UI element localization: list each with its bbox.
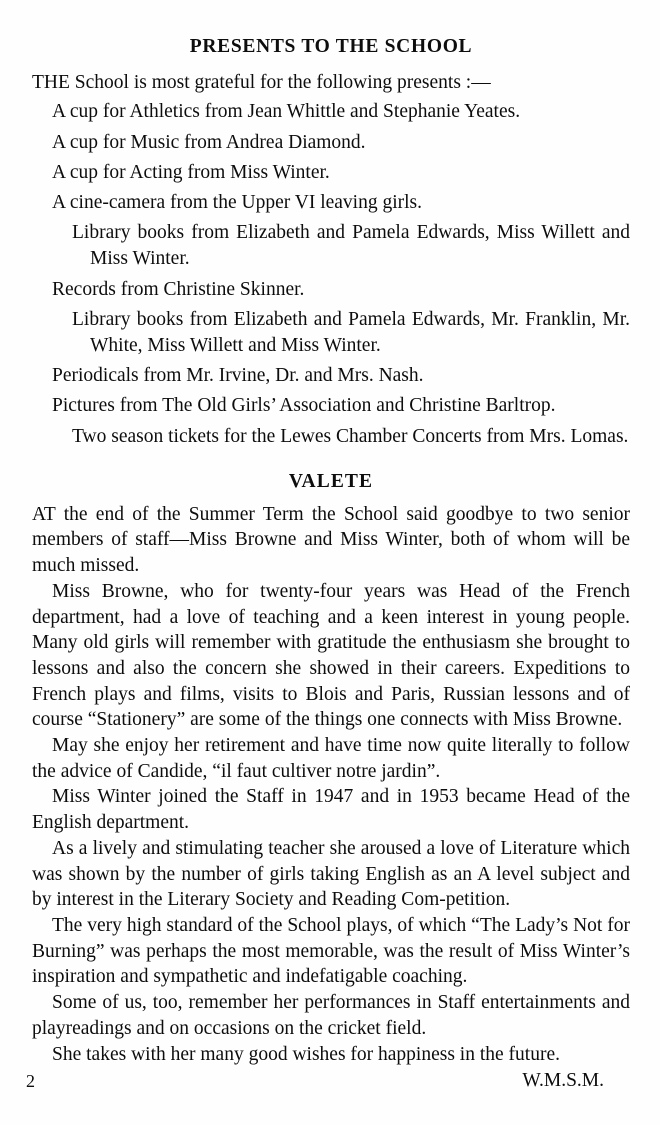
valete-paragraph-school-plays: The very high standard of the School plays, of which “The Lady’s Not for Burning” was perhaps the most memorable, was the result of Miss Winter’s inspiration and sympathetic and indefatigable coaching.	[32, 914, 630, 988]
presents-intro-text: THE School is most grateful for the following presents :—	[32, 72, 491, 94]
valete-paragraph-performances: Some of us, too, remember her performances in Staff entertainments and playreadings and on occasions on the cricket field.	[32, 992, 630, 1039]
list-item: Two season tickets for the Lewes Chamber Concerts from Mrs. Lomas.	[72, 425, 629, 447]
list-item: Library books from Elizabeth and Pamela Edwards, Miss Willett and Miss Winter.	[72, 222, 630, 270]
valete-paragraph-winter-joined: Miss Winter joined the Staff in 1947 and in 1953 became Head of the English department.	[32, 786, 630, 834]
valete-paragraph-browne: Miss Browne, who for twenty-four years was Head of the French department, had a love of teaching and a keen interest in young people. Many old girls will remember with gratitude the enthusiasm she brought to lessons and also the concern she showed in their careers. Expeditions to French plays and films, visits to Blois and Paris, Russian lessons and of course “Stationery” are some of the things one connects with Miss Browne.	[32, 580, 630, 731]
page-number: 2	[26, 1071, 35, 1091]
presents-list	[32, 99, 630, 449]
list-item: Periodicals from Mr. Irvine, Dr. and Mrs. Nash.	[52, 364, 424, 386]
list-item: Library books from Elizabeth and Pamela Edwards, Mr. Franklin, Mr. White, Miss Willett and Miss Winter.	[72, 308, 630, 356]
list-item: A cup for Acting from Miss Winter.	[52, 161, 330, 183]
author-signature: W.M.S.M.	[522, 1070, 604, 1092]
valete-paragraph-intro: AT the end of the Summer Term the School said goodbye to two senior members of staff—Miss Browne and Miss Winter, both of whom will be much missed.	[32, 503, 630, 577]
valete-paragraph-retirement: May she enjoy her retirement and have time now quite literally to follow the advice of Candide, “il faut cultiver notre jardin”.	[32, 735, 630, 782]
list-item: A cup for Music from Andrea Diamond.	[52, 131, 366, 153]
valete-paragraph-literature: As a lively and stimulating teacher she aroused a love of Literature which was shown by the number of girls taking English as an A level subject and by interest in the Literary Society and Reading Com-petition.	[32, 837, 630, 911]
page-content	[32, 36, 630, 1094]
valete-paragraph-farewell: She takes with her many good wishes for happiness in the future.	[52, 1043, 560, 1065]
page-title-presents: PRESENTS TO THE SCHOOL	[189, 36, 473, 57]
list-item: A cine-camera from the Upper VI leaving girls.	[52, 192, 423, 214]
page-title-valete: VALETE	[288, 471, 374, 493]
list-item: Records from Christine Skinner.	[52, 278, 305, 300]
list-item: Pictures from The Old Girls’ Association and Christine Barltrop.	[52, 395, 556, 417]
list-item: A cup for Athletics from Jean Whittle and Stephanie Yeates.	[52, 101, 521, 123]
